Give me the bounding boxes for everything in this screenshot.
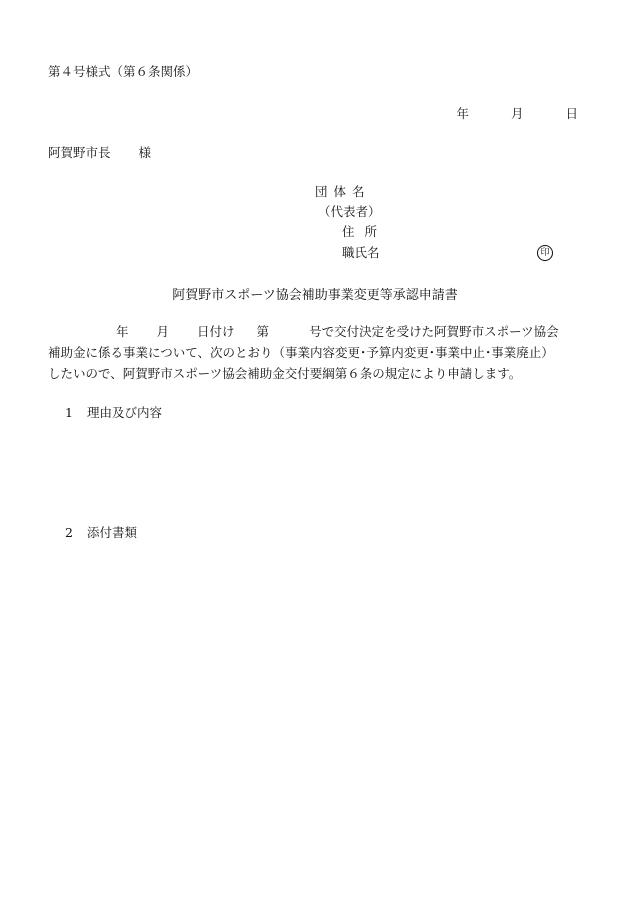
addressee-honorific: 様 bbox=[138, 145, 152, 160]
body-dai-label: 第 bbox=[256, 324, 270, 339]
body-dated-label: 日付け bbox=[197, 324, 235, 339]
item-2-number: 2 bbox=[65, 525, 73, 540]
body-month-label: 月 bbox=[156, 324, 170, 339]
form-number: 第４号様式（第６条関係） bbox=[48, 64, 199, 79]
date-year-label: 年 bbox=[456, 106, 469, 121]
item-1 bbox=[65, 407, 162, 420]
item-1-number: 1 bbox=[65, 405, 73, 420]
body-line-3: したいので、阿賀野市スポーツ協会補助金交付要綱第６条の規定により申請します。 bbox=[48, 366, 522, 381]
document-title: 阿賀野市スポーツ協会補助事業変更等承認申請書 bbox=[172, 288, 458, 303]
address-label: 住所 bbox=[342, 224, 388, 239]
name-label: 職氏名 bbox=[342, 245, 380, 260]
body-line-2: 補助金に係る事業について、次のとおり（事業内容変更･予算内変更･事業中止･事業廃止） bbox=[48, 345, 554, 360]
item-2-label: 添付書類 bbox=[87, 525, 138, 540]
organization-label: 団体名 bbox=[315, 184, 371, 199]
addressee bbox=[48, 147, 151, 160]
body-year-label: 年 bbox=[116, 324, 129, 339]
item-2 bbox=[65, 527, 137, 540]
item-1-label: 理由及び内容 bbox=[87, 405, 163, 420]
addressee-name: 阿賀野市長 bbox=[48, 145, 111, 160]
seal-mark: 印 bbox=[537, 245, 553, 261]
date-day-label: 日 bbox=[565, 106, 578, 121]
date-line bbox=[456, 108, 578, 121]
body-line-1 bbox=[48, 326, 559, 339]
body-line1-rest: 号で交付決定を受けた阿賀野市スポーツ協会 bbox=[309, 324, 559, 339]
date-month-label: 月 bbox=[510, 106, 524, 121]
representative-label: （代表者） bbox=[318, 204, 381, 219]
